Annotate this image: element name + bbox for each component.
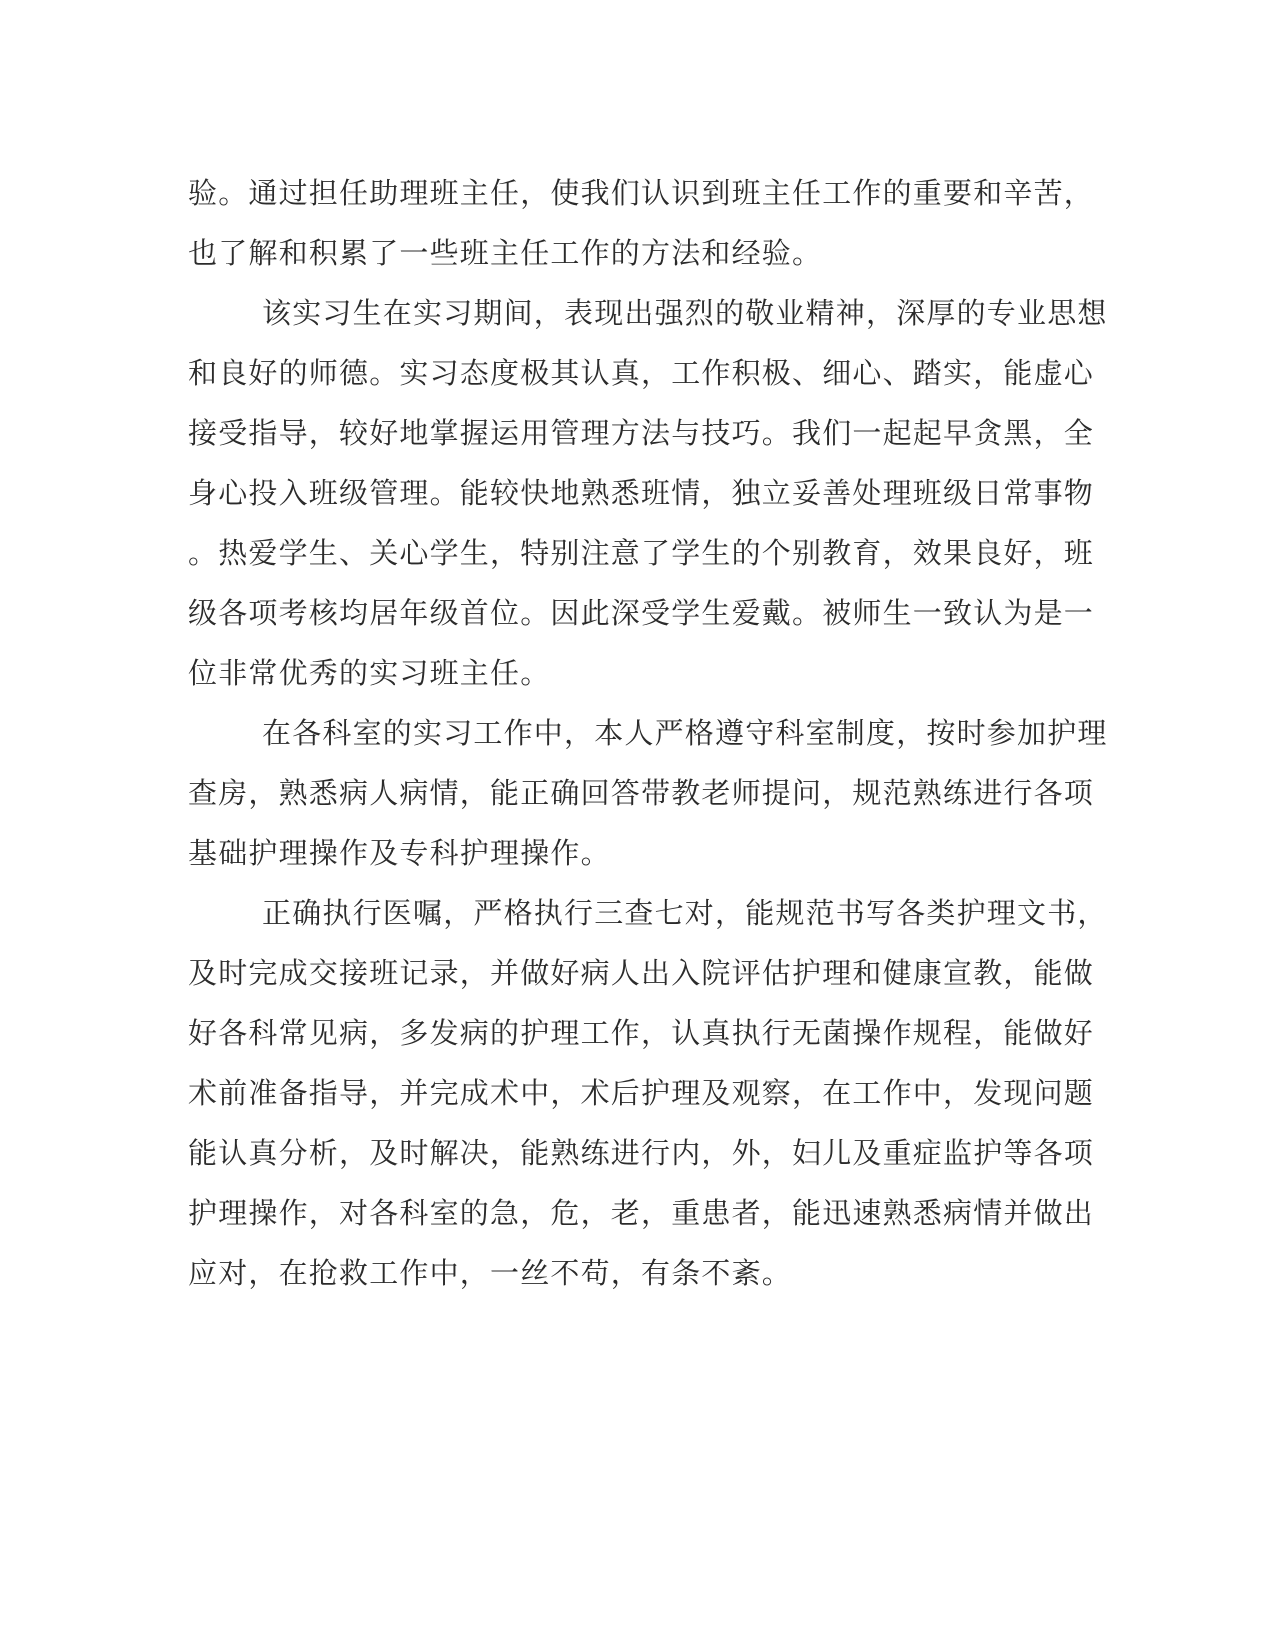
paragraph-first-line: 正确执行医嘱，严格执行三查七对，能规范书写各类护理文书，	[262, 896, 1108, 930]
text-line: 也了解和积累了一些班主任工作的方法和经验。	[188, 236, 823, 270]
text-line: 术前准备指导，并完成术中，术后护理及观察，在工作中，发现问题	[188, 1076, 1095, 1110]
paragraph-first-line: 在各科室的实习工作中，本人严格遵守科室制度，按时参加护理	[262, 716, 1108, 750]
text-line: 查房，熟悉病人病情，能正确回答带教老师提问，规范熟练进行各项	[188, 776, 1095, 810]
text-line: 位非常优秀的实习班主任。	[188, 656, 551, 690]
text-line: 基础护理操作及专科护理操作。	[188, 836, 611, 870]
text-line: 级各项考核均居年级首位。因此深受学生爱戴。被师生一致认为是一	[188, 596, 1095, 630]
text-line: 。热爱学生、关心学生，特别注意了学生的个别教育，效果良好，班	[188, 536, 1095, 570]
body-text	[188, 163, 1108, 1303]
text-line: 应对，在抢救工作中，一丝不苟，有条不紊。	[188, 1256, 793, 1290]
text-line: 及时完成交接班记录，并做好病人出入院评估护理和健康宣教，能做	[188, 956, 1095, 990]
text-line: 接受指导，较好地掌握运用管理方法与技巧。我们一起起早贪黑，全	[188, 416, 1095, 450]
text-line: 能认真分析，及时解决，能熟练进行内，外，妇儿及重症监护等各项	[188, 1136, 1095, 1170]
text-line: 好各科常见病，多发病的护理工作，认真执行无菌操作规程，能做好	[188, 1016, 1095, 1050]
text-line: 验。通过担任助理班主任，使我们认识到班主任工作的重要和辛苦，	[188, 176, 1095, 210]
text-line: 和良好的师德。实习态度极其认真，工作积极、细心、踏实，能虚心	[188, 356, 1095, 390]
paragraph-first-line: 该实习生在实习期间，表现出强烈的敬业精神，深厚的专业思想	[262, 296, 1108, 330]
text-line: 护理操作，对各科室的急，危，老，重患者，能迅速熟悉病情并做出	[188, 1196, 1095, 1230]
text-line: 身心投入班级管理。能较快地熟悉班情，独立妥善处理班级日常事物	[188, 476, 1095, 510]
